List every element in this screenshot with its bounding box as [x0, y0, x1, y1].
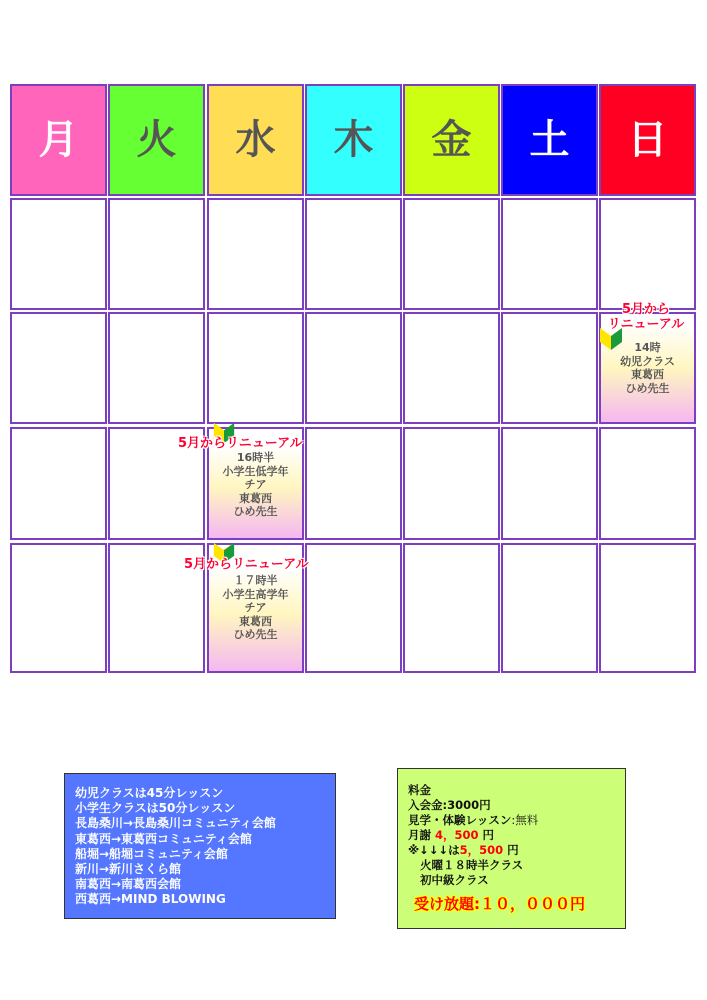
calendar-cell	[305, 198, 402, 310]
event-class: 小学生低学年	[222, 464, 289, 478]
calendar-cell	[305, 543, 402, 673]
calendar-cell	[403, 427, 500, 540]
note-line: 幼児クラスは45分レッスン	[75, 786, 224, 800]
calendar-cell	[403, 312, 500, 424]
event-teacher: ひめ先生	[625, 381, 670, 395]
fees-panel	[397, 768, 626, 929]
event-time: 16時半	[236, 451, 275, 464]
note-line: 小学生クラスは50分レッスン	[75, 801, 236, 816]
calendar-cell	[10, 198, 107, 310]
note-line: 船堀→船堀コミュニティ会館	[75, 846, 228, 861]
fees-note: ※↓↓↓は5，500 円	[408, 843, 519, 857]
calendar-cell	[599, 427, 696, 540]
renewal-badge: 5月からリニューアル	[178, 436, 303, 451]
event-genre: チア	[244, 601, 267, 614]
event-wednesday-high-grade[interactable]	[209, 568, 302, 671]
calendar-cell	[599, 543, 696, 673]
day-header-sun: 日	[599, 84, 696, 196]
calendar-cell	[10, 312, 107, 424]
event-genre: チア	[244, 478, 267, 491]
event-teacher: ひめ先生	[233, 505, 278, 518]
day-header-wed: 水	[207, 84, 304, 196]
note-line: 南葛西→南葛西会館	[75, 877, 182, 892]
calendar-cell	[305, 427, 402, 540]
calendar-cell	[207, 198, 304, 310]
fees-class-line: 火曜１８時半クラス	[420, 858, 524, 872]
event-wednesday-low-grade[interactable]	[209, 446, 302, 538]
note-line: 長島桑川→長島桑川コミュニティ会館	[75, 816, 276, 831]
fees-class-line: 初中級クラス	[420, 873, 489, 887]
fees-title: 料金	[408, 783, 431, 797]
day-header-sat: 土	[501, 84, 598, 196]
renewal-badge: 5月からリニューアル	[184, 557, 309, 572]
calendar-cell	[501, 312, 598, 424]
event-teacher: ひめ先生	[233, 628, 278, 641]
day-header-thu: 木	[305, 84, 402, 196]
calendar-cell	[108, 312, 205, 424]
day-header-mon: 月	[10, 84, 107, 196]
note-line: 東葛西→東葛西コミュニティ会館	[75, 831, 252, 846]
event-location: 東葛西	[239, 491, 272, 505]
fees-unlimited: 受け放題:１０，０００円	[414, 895, 585, 913]
event-location: 東葛西	[239, 614, 272, 628]
event-time: １７時半	[233, 574, 278, 587]
class-notes-panel	[64, 773, 336, 919]
calendar-cell	[501, 427, 598, 540]
calendar-cell	[599, 198, 696, 310]
event-class: 小学生高学年	[222, 587, 289, 601]
note-line: 新川→新川さくら館	[75, 862, 182, 877]
event-time: 14時	[634, 341, 661, 354]
event-location: 東葛西	[631, 368, 664, 381]
fees-trial: 見学・体験レッスン:無料	[408, 813, 539, 827]
day-header-tue: 火	[108, 84, 205, 196]
day-header-fri: 金	[403, 84, 500, 196]
calendar-cell	[501, 198, 598, 310]
calendar-cell	[207, 312, 304, 424]
renewal-badge: 5月から リニューアル	[607, 302, 685, 332]
event-class: 幼児クラス	[620, 354, 675, 368]
calendar-cell	[403, 198, 500, 310]
calendar-cell	[403, 543, 500, 673]
calendar-cell	[501, 543, 598, 673]
fees-monthly: 月謝 4，500 円	[408, 828, 495, 842]
calendar-cell	[10, 427, 107, 540]
calendar-cell	[108, 198, 205, 310]
calendar-cell	[305, 312, 402, 424]
calendar-cell	[10, 543, 107, 673]
note-line: 西葛西→MIND BLOWING	[75, 892, 226, 907]
fees-entrance: 入会金:3000円	[408, 798, 491, 812]
